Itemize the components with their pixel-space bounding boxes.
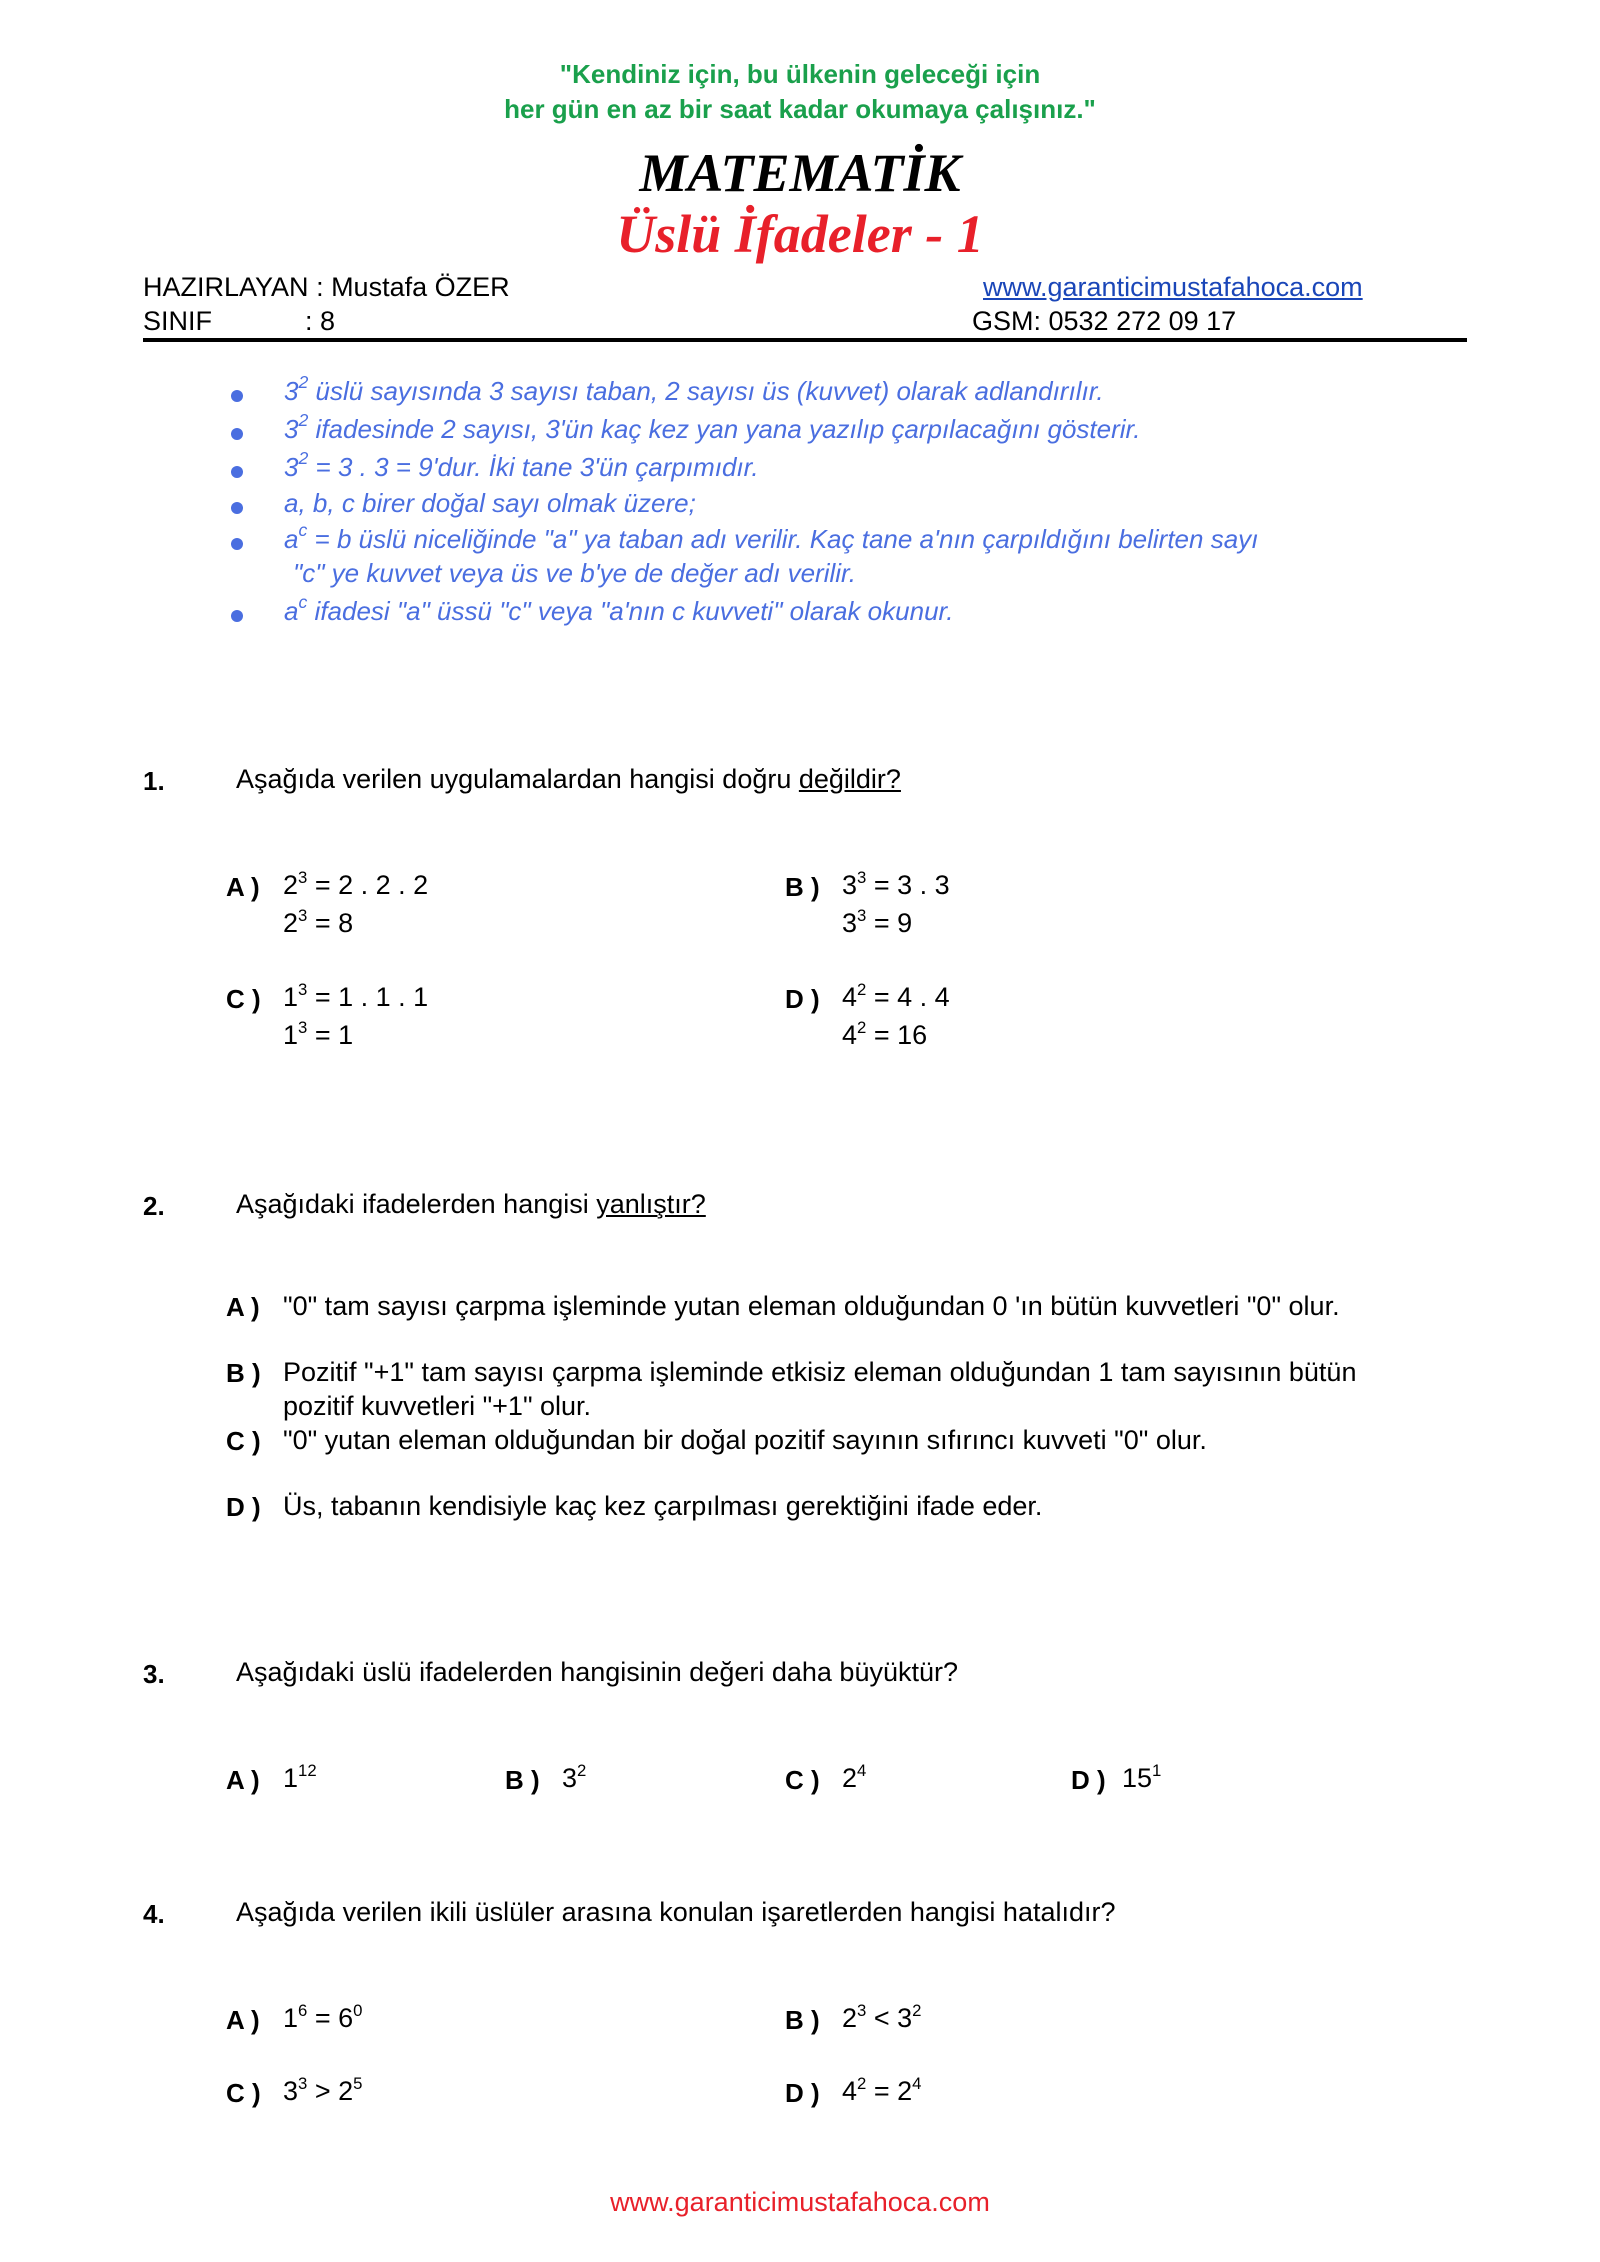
question-4-number: 4. <box>143 1899 165 1929</box>
bullet-icon <box>231 502 243 514</box>
page-title: MATEMATİK <box>639 143 961 203</box>
question-1-number: 1. <box>143 766 165 796</box>
header-divider <box>143 338 1467 342</box>
bullet-icon <box>231 428 243 440</box>
page-subtitle: Üslü İfadeler - 1 <box>616 204 984 264</box>
question-2-text: Aşağıdaki ifadelerden hangisi yanlıştır? <box>236 1189 706 1219</box>
bullet-icon <box>231 538 243 550</box>
question-3-text: Aşağıdaki üslü ifadelerden hangisinin değeri daha büyüktür? <box>236 1657 958 1687</box>
bullet-icon <box>231 610 243 622</box>
question-4-text: Aşağıda verilen ikili üslüler arasına konulan işaretlerden hangisi hatalıdır? <box>236 1897 1116 1927</box>
bullet-icon <box>231 466 243 478</box>
class-line <box>143 304 335 338</box>
footer-website[interactable]: www.garanticimustafahoca.com <box>610 2187 990 2217</box>
motto-line-2: her gün en az bir saat kadar okumaya çalışınız." <box>504 94 1096 124</box>
author-value: : Mustafa ÖZER <box>316 272 510 302</box>
bullet-icon <box>231 390 243 402</box>
question-3-number: 3. <box>143 1659 165 1689</box>
question-1-text: Aşağıda verilen uygulamalardan hangisi doğru değildir? <box>236 764 901 794</box>
class-value: : 8 <box>305 306 336 336</box>
author-key: HAZIRLAYAN <box>143 272 309 302</box>
website-link[interactable]: www.garanticimustafahoca.com <box>983 272 1363 302</box>
gsm-number: GSM: 0532 272 09 17 <box>972 306 1237 336</box>
motto-line-1: "Kendiniz için, bu ülkenin geleceği için <box>559 59 1041 89</box>
question-2-number: 2. <box>143 1191 165 1221</box>
author-line <box>143 270 510 304</box>
class-key: SINIF <box>143 306 213 336</box>
